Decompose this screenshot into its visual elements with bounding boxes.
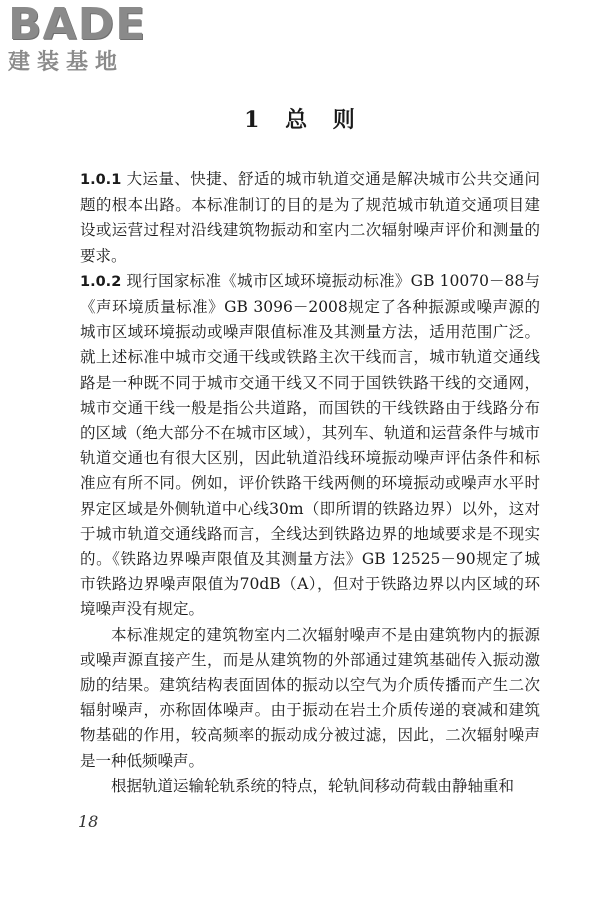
- paragraph-secondary-noise: [80, 623, 540, 774]
- bade-logo: [8, 2, 178, 78]
- logo-subtitle: 建装基地: [8, 50, 125, 75]
- paragraph-text: 大运量、快捷、舒适的城市轨道交通是解决城市公共交通问题的根本出路。本标准制订的目的是为了规范城市轨道交通项目建设或运营过程对沿线建筑物振动和室内二次辐射噪声评价和测量的要求。: [80, 170, 540, 265]
- paragraph-1-0-2: [80, 269, 540, 623]
- paragraph-text: 现行国家标准《城市区域环境振动标准》GB 10070－88与《声环境质量标准》GB 3096－2008规定了各种振源或噪声源的城市区域环境振动或噪声限值标准及其测量方法，适用范围广泛。就上述标准中城市交通干线或铁路主次干线而言，城市轨道交通线路是一种既不同于城市交通干线又不同于国铁铁路干线的交通网，城市交通干线一般是指公共道路，而国铁的干线铁路由于线路分布的区域（绝大部分不在城市区域），其列车、轨道和运营条件与城市轨道交通也有很大区别，因此轨道沿线环境振动噪声评估条件和标准应有所不同。例如，评价铁路干线两侧的环境振动或噪声水平时界定区域是外侧轨道中心线30m（即所谓的铁路边界）以外，这对于城市轨道交通线路而言，全线达到铁路边界的地域要求是不现实的。《铁路边界噪声限值及其测量方法》GB 12525－90规定了城市铁路边界噪声限值为70dB（A），但对于铁路边界以内区域的环境噪声没有规定。: [80, 271, 540, 619]
- page-number: 18: [78, 812, 99, 831]
- chapter-title: 1 总 则: [244, 107, 356, 133]
- document-body: [80, 167, 540, 799]
- clause-number: 1.0.2: [80, 273, 122, 290]
- paragraph-text: 根据轨道运输轮轨系统的特点，轮轨间移动荷载由静轴重和: [111, 776, 515, 795]
- logo-brand: BADE: [8, 0, 147, 50]
- paragraph-wheel-rail: [80, 774, 540, 799]
- clause-number: 1.0.1: [80, 172, 122, 188]
- paragraph-1-0-1: [80, 167, 540, 269]
- paragraph-text: 本标准规定的建筑物室内二次辐射噪声不是由建筑物内的振源或噪声源直接产生，而是从建筑物的外部通过建筑基础传入振动激励的结果。建筑结构表面固体的振动以空气为介质传播而产生二次辐射噪声，亦称固体噪声。由于振动在岩土介质传递的衰减和建筑物基础的作用，较高频率的振动成分被过滤，因此，二次辐射噪声是一种低频噪声。: [80, 625, 540, 770]
